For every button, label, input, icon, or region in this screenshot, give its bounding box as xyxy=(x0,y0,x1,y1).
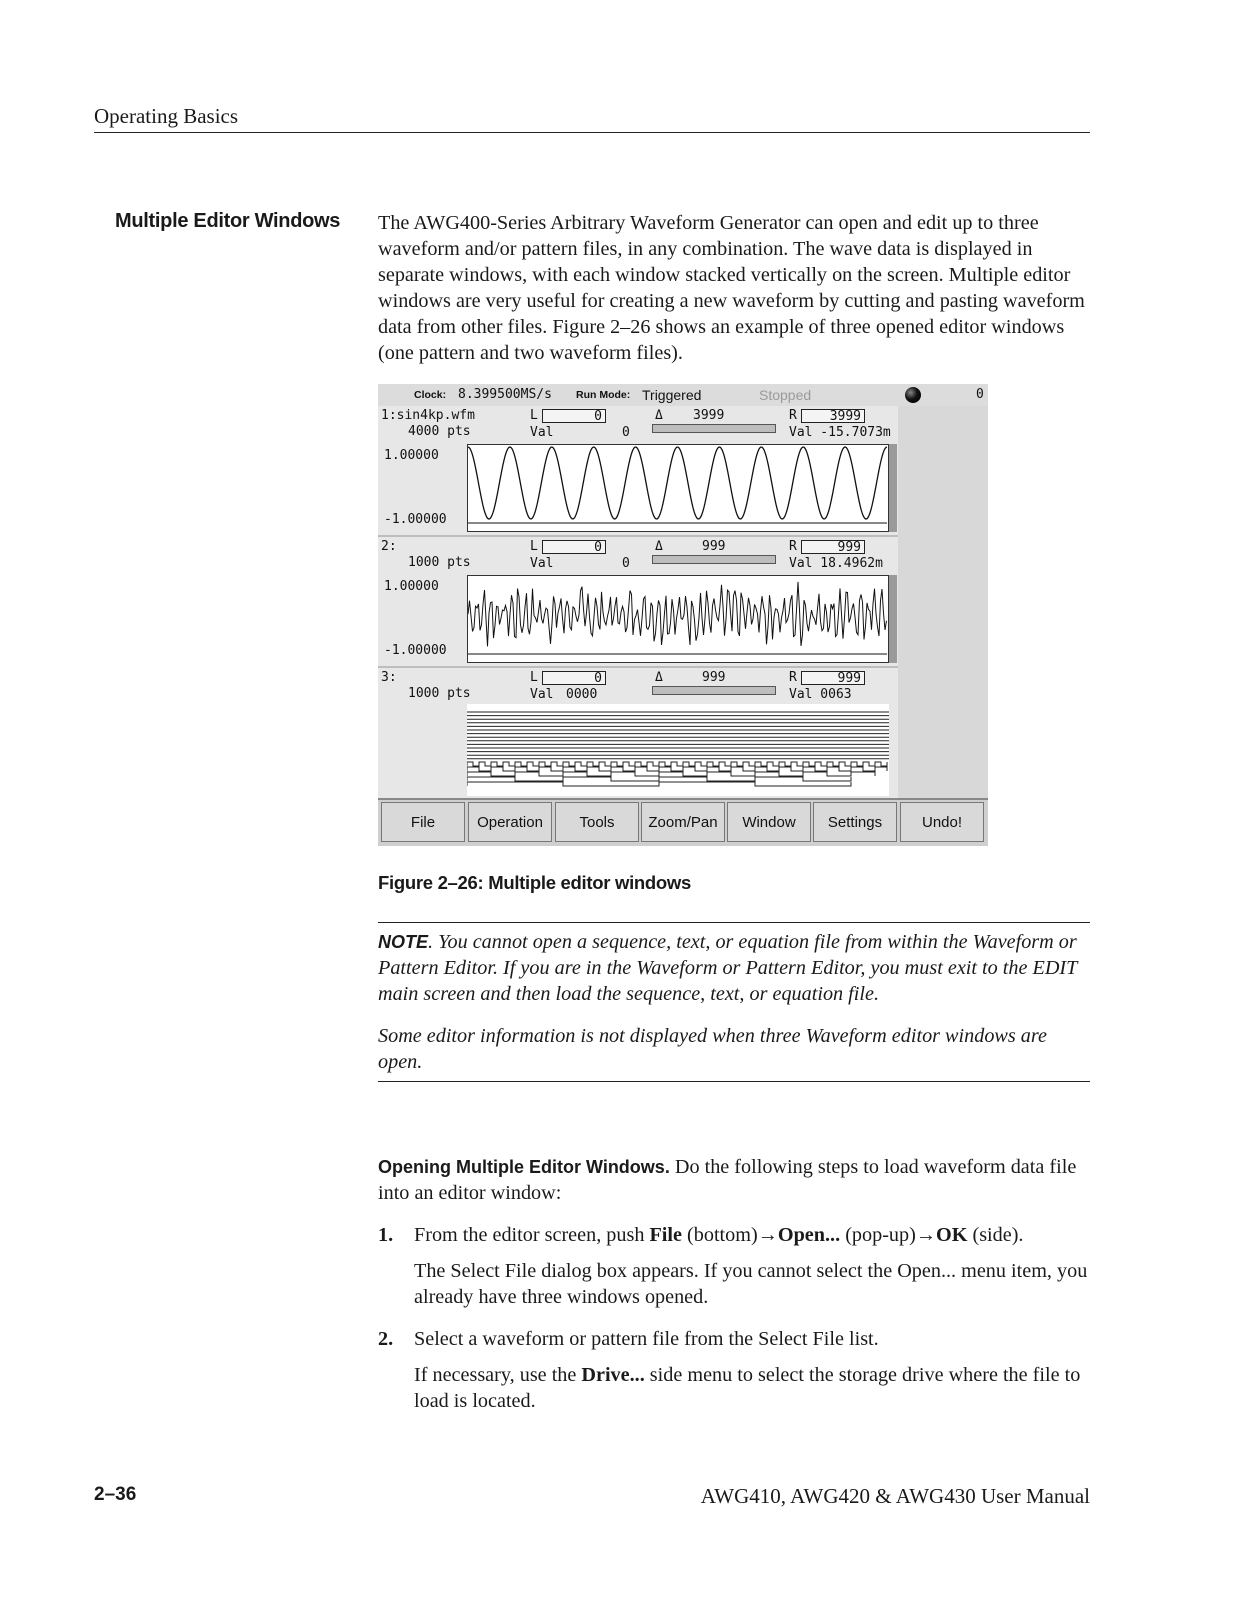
val-label: Val xyxy=(530,687,554,702)
pane-info xyxy=(378,668,898,704)
runmode-value: Triggered xyxy=(642,387,702,403)
step-text-part: side menu to select the storage drive where the file to load is located. xyxy=(414,1364,1081,1412)
clock-label: Clock: xyxy=(414,389,447,401)
key-drive: Drive... xyxy=(581,1364,645,1386)
note-paragraph xyxy=(378,929,1090,1007)
settings-button[interactable]: Settings xyxy=(813,802,897,842)
key-ok: OK xyxy=(936,1224,968,1246)
runmode-label: Run Mode: xyxy=(576,389,631,401)
right-cursor-value: Val 18.4962m xyxy=(789,556,883,571)
waveform-plot[interactable] xyxy=(467,575,889,663)
pattern-bit-step xyxy=(467,772,875,776)
y-max-label: 1.00000 xyxy=(384,579,439,594)
right-cursor-field[interactable]: 3999 xyxy=(801,409,865,423)
section-title: Operating Basics xyxy=(94,104,239,128)
status-bar xyxy=(378,384,988,406)
key-open: Open... xyxy=(777,1224,841,1246)
y-min-label: -1.00000 xyxy=(384,643,447,658)
clock-value: 8.399500MS/s xyxy=(458,387,552,402)
key-file: File xyxy=(649,1224,682,1246)
procedure-lead: Do the following steps to load waveform data file into an editor window: xyxy=(378,1156,1077,1204)
step-text-part: (side). xyxy=(967,1224,1024,1246)
step-text: Select a waveform or pattern file from the Select File list. xyxy=(414,1328,879,1350)
bottom-menu xyxy=(378,798,988,846)
scroll-strip[interactable] xyxy=(889,444,897,532)
intro-paragraph: The AWG400-Series Arbitrary Waveform Generator can open and edit up to three waveform and/or pattern files, in any combination. The wave data is displayed in separate windows, with each window stacked vertically on the screen. Multiple editor windows are very useful for creating a new waveform by cutting and pasting waveform data from other files. Figure 2–26 shows an example of three opened editor windows (one pattern and two waveform files). xyxy=(378,212,1085,364)
val-label: Val xyxy=(530,556,554,571)
r-label: R xyxy=(789,670,797,685)
page-number: 2–36 xyxy=(94,1484,137,1505)
editor-screen xyxy=(378,384,988,844)
step-1 xyxy=(378,1222,1090,1310)
step-text-part: (bottom) xyxy=(681,1224,758,1246)
run-state: Stopped xyxy=(759,387,812,403)
pattern-bit-step xyxy=(467,762,887,766)
intro-text xyxy=(378,210,1090,366)
pane-info xyxy=(378,537,898,573)
pane-points: 1000 pts xyxy=(408,555,471,570)
cursor-position-bar[interactable] xyxy=(652,555,776,564)
arrow-icon: → xyxy=(915,1224,937,1246)
pattern-bits-trace xyxy=(467,704,889,796)
step-text xyxy=(414,1222,1090,1248)
l-label: L xyxy=(530,670,538,685)
undo-button[interactable]: Undo! xyxy=(900,802,984,842)
cursor-position-bar[interactable] xyxy=(652,686,776,695)
val-label: Val xyxy=(530,425,554,440)
side-heading: Multiple Editor Windows xyxy=(115,210,341,232)
pane-file: 3: xyxy=(381,670,397,685)
status-indicator-icon xyxy=(905,387,921,403)
scroll-strip[interactable] xyxy=(889,575,897,663)
running-header xyxy=(94,104,1090,133)
window-button[interactable]: Window xyxy=(727,802,811,842)
right-cursor-value: Val 0063 xyxy=(789,687,852,702)
procedure-intro xyxy=(378,1154,1090,1206)
figure-caption: Figure 2–26: Multiple editor windows xyxy=(378,872,691,893)
step-text-part: From the editor screen, push xyxy=(414,1224,650,1246)
pattern-bit-step xyxy=(467,777,851,781)
step-number: 1. xyxy=(378,1224,394,1246)
delta-value: 3999 xyxy=(693,408,725,423)
left-cursor-value: 0 xyxy=(622,425,630,440)
waveform-plot[interactable] xyxy=(467,444,889,532)
note-text: . You cannot open a sequence, text, or equation file from within the Waveform or Pattern Editor. If you are in the Waveform or Pattern Editor, you must exit to the EDIT main screen and then load the sequence, text, or equation file. xyxy=(378,931,1078,1005)
tools-button[interactable]: Tools xyxy=(555,802,639,842)
step-result: The Select File dialog box appears. If you cannot select the Open... menu item, you already have three windows opened. xyxy=(414,1260,1088,1308)
pane-points: 4000 pts xyxy=(408,424,471,439)
l-label: L xyxy=(530,408,538,423)
editor-pane-3[interactable] xyxy=(378,668,898,797)
pattern-bit-step xyxy=(467,782,851,786)
side-menu-area xyxy=(898,406,988,798)
step-number: 2. xyxy=(378,1328,394,1350)
manual-title: AWG410, AWG420 & AWG430 User Manual xyxy=(700,1484,1090,1508)
y-min-label: -1.00000 xyxy=(384,512,447,527)
l-label: L xyxy=(530,539,538,554)
editor-pane-2[interactable] xyxy=(378,537,898,668)
editor-pane-1[interactable] xyxy=(378,406,898,537)
arrow-icon: → xyxy=(757,1224,778,1246)
pattern-plot[interactable] xyxy=(467,704,889,796)
right-cursor-field[interactable]: 999 xyxy=(801,540,865,554)
delta-value: 999 xyxy=(702,539,726,554)
pane-file: 1:sin4kp.wfm xyxy=(381,408,475,423)
left-cursor-field[interactable]: 0 xyxy=(542,540,606,554)
runin-heading: Opening Multiple Editor Windows. xyxy=(378,1157,670,1177)
cursor-position-bar[interactable] xyxy=(652,424,776,433)
procedure-section xyxy=(378,1154,1090,1414)
pattern-bit-step xyxy=(467,767,887,771)
note-box xyxy=(378,922,1090,1082)
zoom-pan-button[interactable]: Zoom/Pan xyxy=(641,802,725,842)
note-paragraph-2: Some editor information is not displayed when three Waveform editor windows are open. xyxy=(378,1025,1047,1073)
r-label: R xyxy=(789,408,797,423)
left-cursor-field[interactable]: 0 xyxy=(542,671,606,685)
y-max-label: 1.00000 xyxy=(384,448,439,463)
pane-points: 1000 pts xyxy=(408,686,471,701)
r-label: R xyxy=(789,539,797,554)
noise-wave-trace xyxy=(468,576,887,661)
delta-value: 999 xyxy=(702,670,726,685)
file-button[interactable]: File xyxy=(381,802,465,842)
pane-file: 2: xyxy=(381,539,397,554)
left-cursor-field[interactable]: 0 xyxy=(542,409,606,423)
step-text-part: If necessary, use the xyxy=(414,1364,582,1386)
right-cursor-field[interactable]: 999 xyxy=(801,671,865,685)
left-cursor-value: 0000 xyxy=(566,687,598,702)
operation-button[interactable]: Operation xyxy=(468,802,552,842)
right-cursor-value: Val -15.7073m xyxy=(789,425,891,440)
delta-label: Δ xyxy=(655,539,663,554)
counter: 0 xyxy=(976,387,984,402)
step-result xyxy=(414,1362,1090,1414)
delta-label: Δ xyxy=(655,670,663,685)
sine-wave-trace xyxy=(468,445,887,530)
step-2 xyxy=(378,1326,1090,1414)
note-label: NOTE xyxy=(378,932,429,952)
pane-info xyxy=(378,406,898,442)
step-text-part: (pop-up) xyxy=(840,1224,916,1246)
left-cursor-value: 0 xyxy=(622,556,630,571)
delta-label: Δ xyxy=(655,408,663,423)
